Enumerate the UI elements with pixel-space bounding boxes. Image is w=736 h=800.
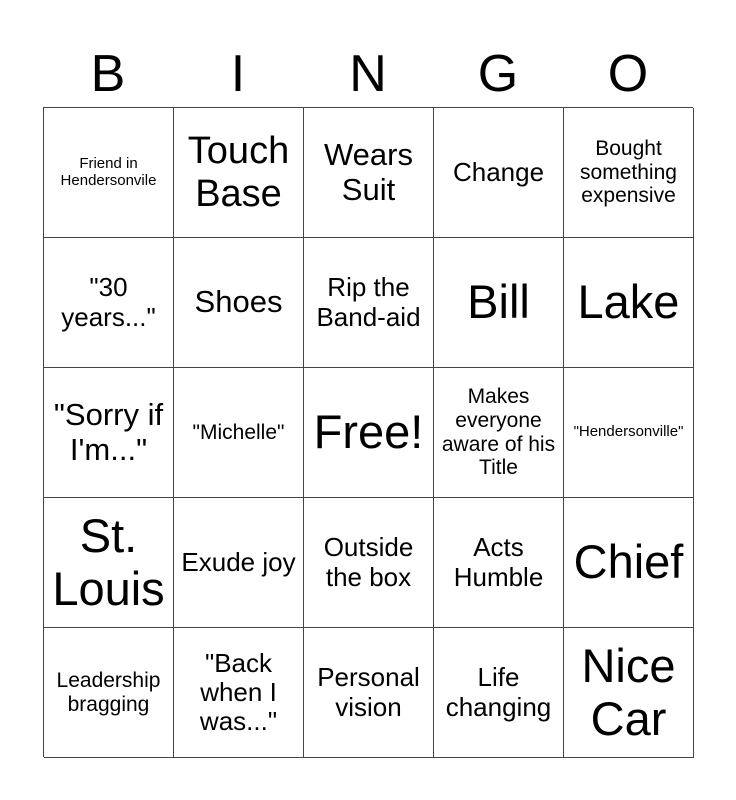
bingo-cell[interactable]: [304, 238, 434, 368]
header-letter-g: G: [477, 45, 519, 103]
bingo-cell[interactable]: [44, 498, 174, 628]
bingo-cell[interactable]: [174, 628, 304, 758]
cell-label: Touch Base: [187, 129, 290, 215]
cell-label: Change: [452, 156, 545, 187]
cell-label: Chief: [573, 535, 684, 589]
bingo-cell[interactable]: [564, 368, 694, 498]
bingo-cell[interactable]: [44, 368, 174, 498]
bingo-cell[interactable]: [564, 238, 694, 368]
cell-label: Bill: [467, 275, 530, 329]
bingo-cell[interactable]: [434, 238, 564, 368]
bingo-board: [43, 107, 693, 757]
cell-label: "30 years...": [61, 272, 156, 332]
header-letter-o: O: [607, 45, 649, 103]
header-letter-b: B: [90, 45, 126, 103]
cell-label: Bought something expensive: [580, 137, 677, 208]
cell-label: Wears Suit: [323, 136, 413, 207]
cell-label: Makes everyone aware of his Title: [441, 385, 556, 480]
header-letter-i: I: [230, 45, 246, 103]
bingo-cell[interactable]: [304, 368, 434, 498]
cell-label: Shoes: [194, 284, 283, 320]
bingo-cell[interactable]: [304, 498, 434, 628]
cell-label: Free!: [313, 405, 424, 459]
bingo-cell[interactable]: [174, 238, 304, 368]
bingo-cell[interactable]: [564, 628, 694, 758]
cell-label: Rip the Band-aid: [316, 272, 421, 332]
bingo-cell[interactable]: [174, 108, 304, 238]
bingo-cell[interactable]: [44, 628, 174, 758]
cell-label: Nice Car: [581, 638, 676, 745]
bingo-cell[interactable]: [434, 368, 564, 498]
cell-label: Lake: [577, 275, 680, 329]
cell-label: Friend in Hendersonvile: [60, 154, 157, 189]
cell-label: "Hendersonville": [573, 423, 684, 441]
bingo-cell[interactable]: [434, 108, 564, 238]
bingo-cell[interactable]: [564, 108, 694, 238]
cell-label: Life changing: [445, 662, 552, 722]
cell-label: Leadership bragging: [56, 668, 161, 716]
cell-label: Outside the box: [323, 532, 414, 592]
bingo-header: [43, 40, 693, 108]
cell-label: Exude joy: [181, 546, 296, 577]
bingo-cell[interactable]: [174, 368, 304, 498]
cell-label: Personal vision: [317, 662, 420, 722]
bingo-cell[interactable]: [304, 628, 434, 758]
header-letter-n: N: [349, 45, 387, 103]
cell-label: St. Louis: [52, 508, 165, 615]
bingo-cell[interactable]: [44, 238, 174, 368]
bingo-cell[interactable]: [434, 628, 564, 758]
cell-label: "Sorry if I'm...": [53, 396, 164, 467]
cell-label: "Back when I was...": [199, 647, 278, 737]
cell-label: "Michelle": [192, 420, 285, 444]
bingo-cell[interactable]: [564, 498, 694, 628]
bingo-cell[interactable]: [434, 498, 564, 628]
bingo-cell[interactable]: [174, 498, 304, 628]
bingo-cell[interactable]: [304, 108, 434, 238]
bingo-cell[interactable]: [44, 108, 174, 238]
cell-label: Acts Humble: [453, 532, 544, 592]
